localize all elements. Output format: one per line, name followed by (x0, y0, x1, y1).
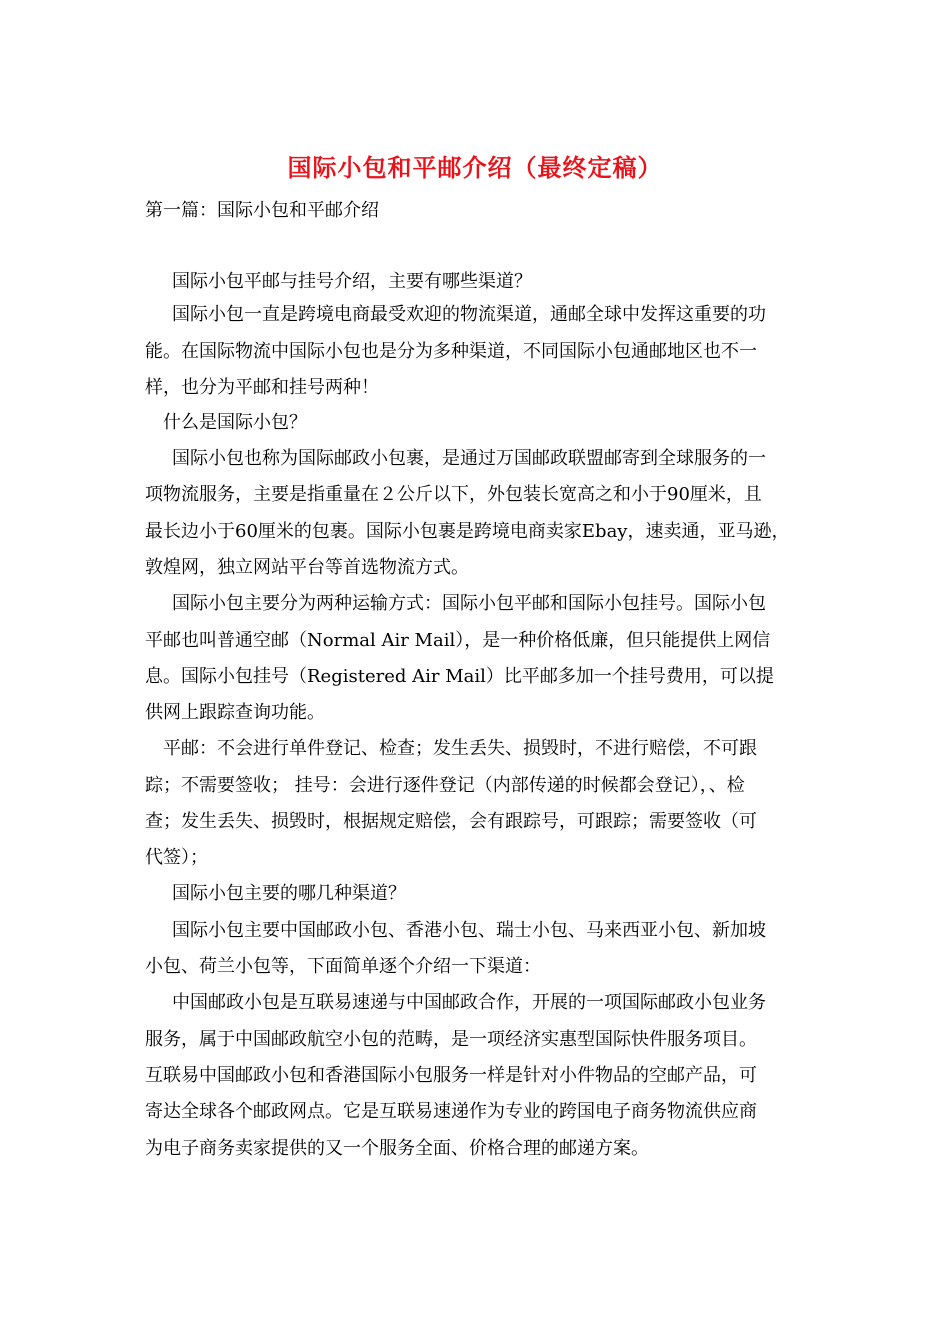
paragraph-line: 中国邮政小包是互联易速递与中国邮政合作，开展的一项国际邮政小包业务 (172, 992, 766, 1013)
paragraph-line: 什么是国际小包？ (163, 412, 307, 433)
paragraph-line: 查；发生丢失、损毁时，根据规定赔偿，会有跟踪号，可跟踪；需要签收（可 (145, 811, 757, 832)
paragraph-line: 小包、荷兰小包等，下面简单逐个介绍一下渠道： (145, 956, 541, 977)
paragraph-line: 能。在国际物流中国际小包也是分为多种渠道，不同国际小包通邮地区也不一 (145, 341, 757, 362)
paragraph-line: 国际小包平邮与挂号介绍，主要有哪些渠道？ (172, 271, 532, 292)
paragraph-line: 国际小包一直是跨境电商最受欢迎的物流渠道，通邮全球中发挥这重要的功 (172, 304, 766, 325)
paragraph-line: 代签）； (145, 847, 208, 868)
paragraph-line: 国际小包主要中国邮政小包、香港小包、瑞士小包、马来西亚小包、新加坡 (172, 920, 766, 941)
paragraph-line: 踪；不需要签收； 挂号：会进行逐件登记（内部传递的时候都会登记），、检 (145, 775, 745, 796)
paragraph-line: 国际小包主要的哪几种渠道？ (172, 883, 406, 904)
paragraph-line: 项物流服务，主要是指重量在２公斤以下，外包装长宽高之和小于90厘米，且 (145, 484, 762, 505)
paragraph-line: 寄达全球各个邮政网点。它是互联易速递作为专业的跨国电子商务物流供应商 (145, 1101, 757, 1122)
paragraph-line: 平邮也叫普通空邮（Normal Air Mail），是一种价格低廉，但只能提供上网信 (145, 630, 771, 651)
paragraph-line: 最长边小于60厘米的包裹。国际小包裹是跨境电商卖家Ebay，速卖通，亚马逊， (145, 521, 790, 542)
paragraph-line: 敦煌网，独立网站平台等首选物流方式。 (145, 557, 469, 578)
paragraph-line: 为电子商务卖家提供的又一个服务全面、价格合理的邮递方案。 (145, 1138, 649, 1159)
document-title: 国际小包和平邮介绍（最终定稿） (287, 154, 663, 182)
paragraph-line: 息。国际小包挂号（Registered Air Mail）比平邮多加一个挂号费用，可以提 (145, 666, 774, 687)
paragraph-line: 互联易中国邮政小包和香港国际小包服务一样是针对小件物品的空邮产品，可 (145, 1065, 757, 1086)
section-heading: 第一篇：国际小包和平邮介绍 (145, 200, 379, 221)
paragraph-line: 服务，属于中国邮政航空小包的范畴，是一项经济实惠型国际快件服务项目。 (145, 1029, 757, 1050)
paragraph-line: 国际小包主要分为两种运输方式：国际小包平邮和国际小包挂号。国际小包 (172, 593, 766, 614)
paragraph-line: 平邮：不会进行单件登记、检查；发生丢失、损毁时，不进行赔偿，不可跟 (163, 738, 757, 759)
paragraph-line: 供网上跟踪查询功能。 (145, 702, 325, 723)
paragraph-line: 国际小包也称为国际邮政小包裹，是通过万国邮政联盟邮寄到全球服务的一 (172, 448, 766, 469)
paragraph-line: 样，也分为平邮和挂号两种！ (145, 377, 379, 398)
